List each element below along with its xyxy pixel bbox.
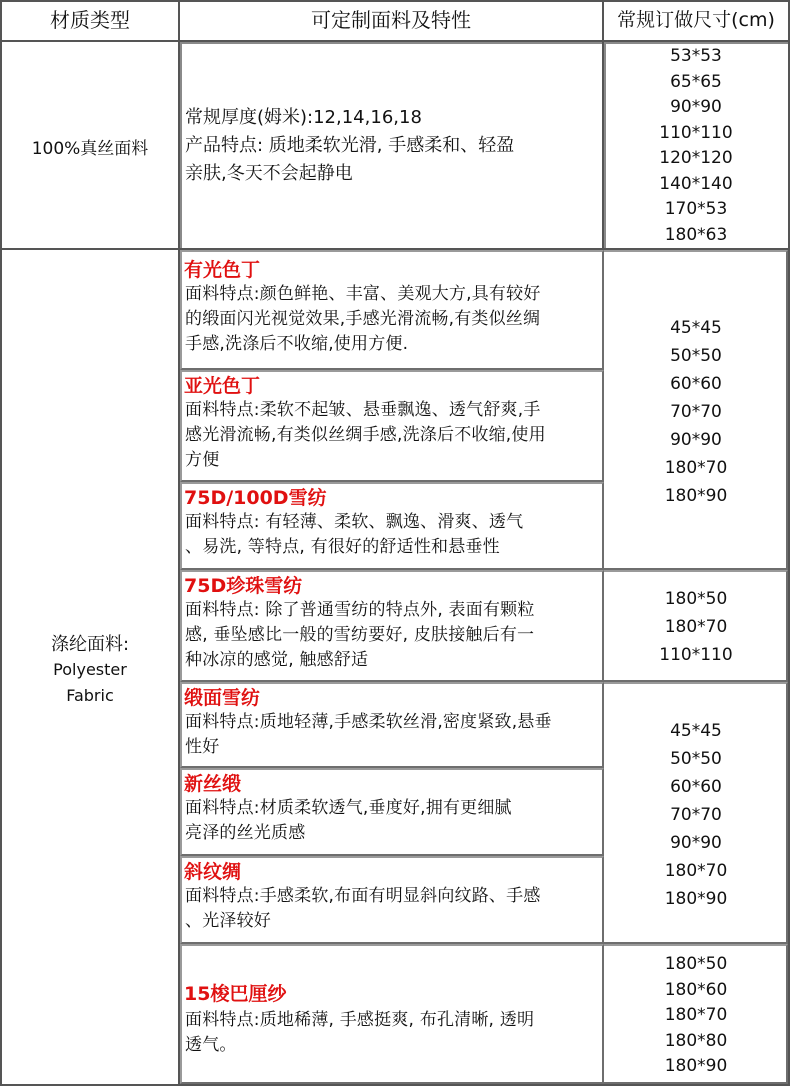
size-value: 180*70 (664, 617, 728, 637)
silk-features (182, 104, 600, 188)
fabric-desc-line: 的缎面闪光视觉效果,手感光滑流畅,有类似丝绸 (185, 309, 541, 329)
fabric-title: 亚光色丁 (184, 375, 261, 397)
size-value: 180*63 (664, 224, 728, 245)
fabric-desc-line: 面料特点:手感柔软,布面有明显斜向纹路、手感 (185, 886, 541, 906)
size-value: 70*70 (670, 805, 722, 825)
size-value: 50*50 (670, 749, 722, 769)
fabric-desc-line: 、光泽较好 (185, 911, 271, 931)
fabric-cell (180, 944, 604, 1084)
size-group-list (604, 717, 788, 913)
fabric-title: 有光色丁 (184, 259, 261, 281)
size-value: 180*60 (664, 979, 728, 1000)
size-value: 180*70 (664, 1005, 728, 1025)
size-value: 180*50 (664, 589, 728, 609)
fabric-cell (180, 856, 604, 944)
size-value: 50*50 (670, 346, 722, 366)
size-value: 60*60 (670, 777, 722, 797)
size-value: 110*110 (659, 122, 733, 143)
fabric-desc-line: 手感,洗涤后不收缩,使用方便. (185, 334, 409, 354)
size-value: 45*45 (670, 318, 722, 338)
size-value: 70*70 (670, 402, 722, 422)
polyester-english-line1: Polyester (53, 660, 127, 679)
size-value: 180*70 (664, 458, 728, 478)
fabric-desc-line: 性好 (185, 737, 220, 757)
fabric-cell (180, 682, 604, 768)
fabric-desc-line: 种冰凉的感觉, 触感舒适 (185, 650, 369, 670)
fabric-title: 斜纹绸 (184, 861, 242, 883)
size-value: 65*65 (670, 71, 722, 92)
size-value: 90*90 (670, 97, 722, 117)
size-value: 180*70 (664, 861, 728, 881)
fabric-desc-line: 面料特点:材质柔软透气,垂度好,拥有更细腻 (185, 798, 512, 818)
size-value: 180*50 (664, 954, 728, 974)
fabric-title: 15梭巴厘纱 (184, 983, 287, 1005)
size-group-list (604, 585, 788, 669)
silk-feature-line: 产品特点: 质地柔软光滑, 手感柔和、轻盈 (185, 135, 515, 156)
fabric-title: 75D珍珠雪纺 (184, 575, 303, 597)
size-group-list (604, 314, 788, 510)
silk-thickness: 常规厚度(姆米):12,14,16,18 (185, 107, 422, 128)
size-value: 140*140 (659, 173, 733, 194)
fabric-title: 新丝缎 (184, 773, 242, 795)
fabric-desc-line: 面料特点:质地轻薄,手感柔软丝滑,密度紧致,悬垂 (185, 712, 552, 732)
header-material-type: 材质类型 (50, 8, 130, 32)
size-value: 180*80 (664, 1030, 728, 1051)
size-value: 180*90 (664, 889, 728, 909)
fabric-cell (180, 370, 604, 482)
fabric-desc-line: 感光滑流畅,有类似丝绸手感,洗涤后不收缩,使用 (185, 425, 546, 445)
fabric-title: 缎面雪纺 (184, 687, 261, 709)
fabric-title: 75D/100D雪纺 (184, 487, 327, 509)
size-value: 90*90 (670, 430, 722, 450)
size-value: 170*53 (664, 199, 728, 219)
fabric-cell (180, 768, 604, 856)
silk-material-label: 100%真丝面料 (31, 139, 149, 159)
size-value: 120*120 (659, 148, 733, 168)
fabric-desc-line: 面料特点:颜色鲜艳、丰富、美观大方,具有较好 (185, 284, 541, 304)
size-value: 53*53 (670, 46, 722, 66)
fabric-desc-line: 、易洗, 等特点, 有很好的舒适性和悬垂性 (185, 537, 500, 557)
fabric-cell (180, 570, 604, 682)
fabric-desc-line: 方便 (185, 450, 220, 470)
fabric-desc-line: 面料特点:柔软不起皱、悬垂飘逸、透气舒爽,手 (185, 400, 541, 420)
fabric-desc-line: 透气。 (185, 1035, 237, 1055)
fabric-cell (180, 482, 604, 570)
fabric-desc-line: 面料特点:质地稀薄, 手感挺爽, 布孔清晰, 透明 (185, 1010, 535, 1030)
header-fabric-features: 可定制面料及特性 (311, 8, 471, 32)
size-group-list (604, 952, 788, 1080)
fabric-desc-line: 面料特点: 有轻薄、柔软、飘逸、滑爽、透气 (185, 512, 524, 532)
size-value: 110*110 (659, 645, 733, 665)
size-value: 180*90 (664, 486, 728, 506)
size-value: 60*60 (670, 374, 722, 394)
header-standard-size: 常规订做尺寸(cm) (617, 9, 775, 31)
fabric-desc-line: 感, 垂坠感比一般的雪纺要好, 皮肤接触后有一 (185, 625, 535, 645)
silk-size-list (604, 44, 788, 248)
size-value: 180*90 (664, 1056, 728, 1076)
fabric-desc-line: 面料特点: 除了普通雪纺的特点外, 表面有颗粒 (185, 600, 535, 620)
fabric-cell (180, 250, 604, 370)
table-border-left (0, 0, 2, 1086)
polyester-english-line2: Fabric (66, 686, 114, 705)
silk-feature-line: 亲肤,冬天不会起静电 (185, 163, 353, 184)
size-value: 90*90 (670, 833, 722, 853)
polyester-material-label: 涤纶面料: (50, 634, 130, 655)
size-value: 45*45 (670, 721, 722, 741)
fabric-desc-line: 亮泽的丝光质感 (185, 823, 306, 843)
